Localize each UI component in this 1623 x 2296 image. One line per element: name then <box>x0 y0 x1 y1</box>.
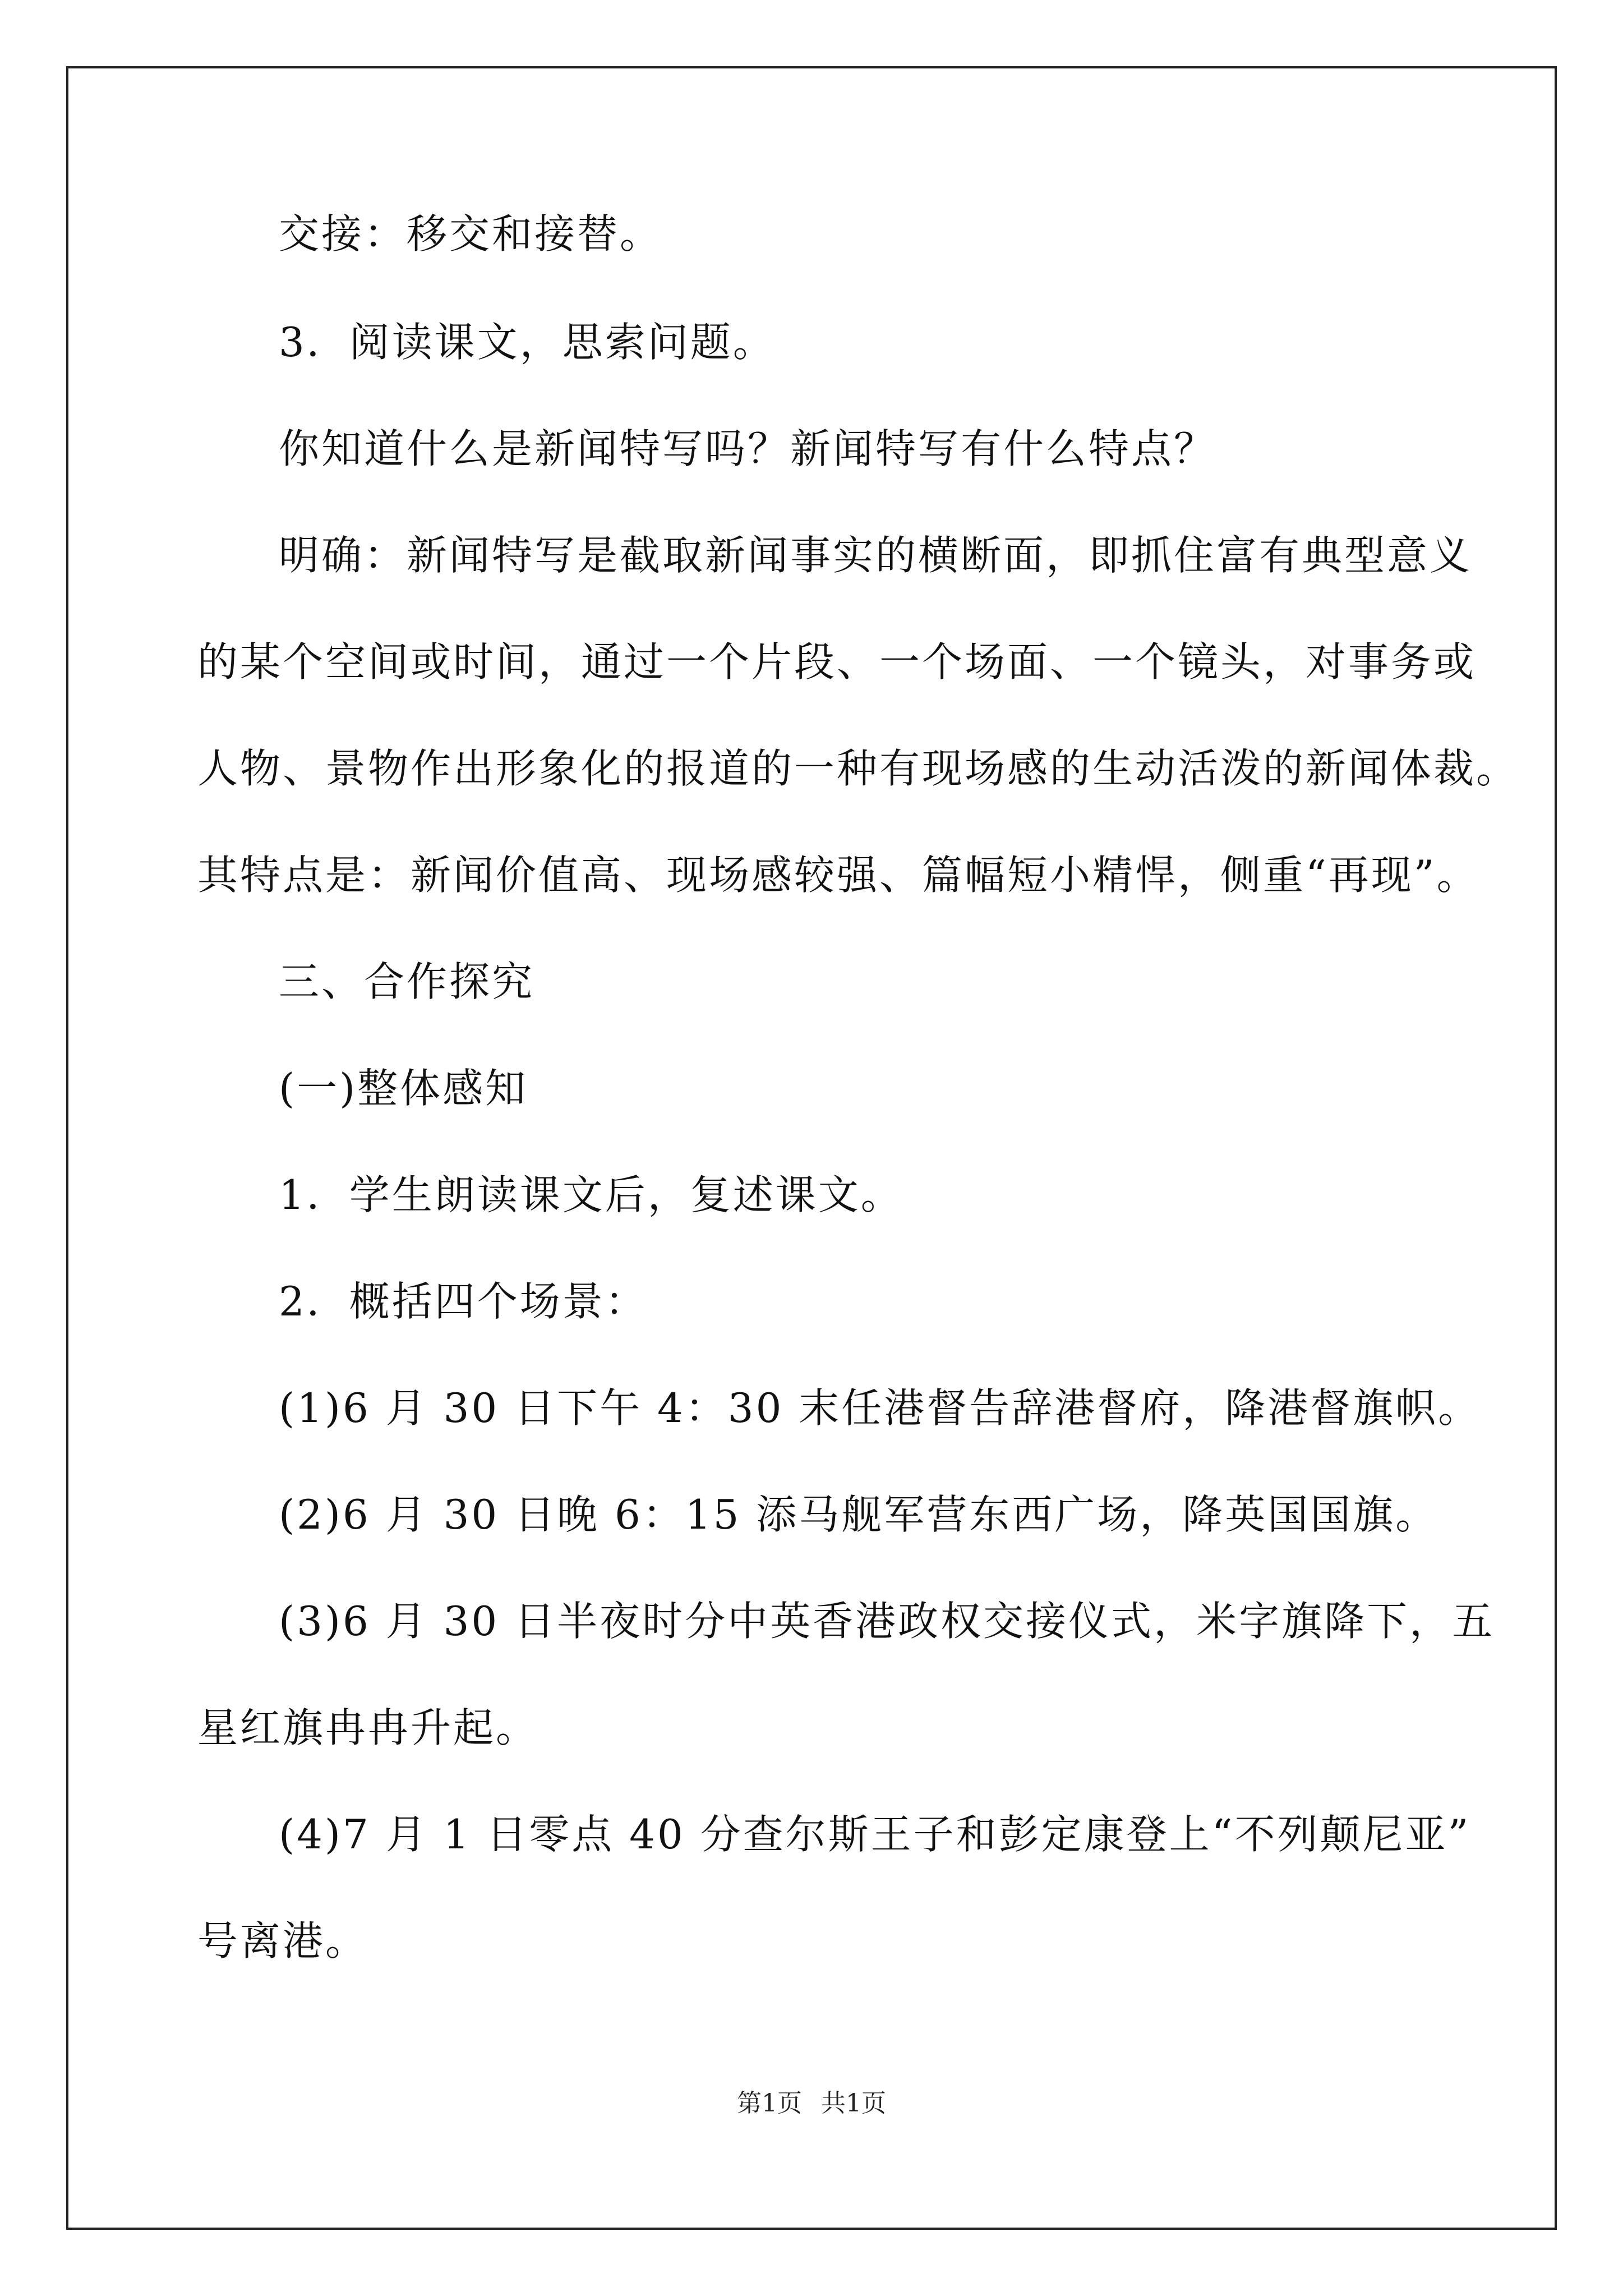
scene-4-line-2: 号离港。 <box>197 1917 368 1964</box>
page-total: 共1页 <box>821 2089 886 2118</box>
scene-3-line-1: (3)6 月 30 日半夜时分中英香港政权交接仪式，米字旗降下，五 <box>279 1598 1495 1645</box>
page-footer <box>0 2088 1623 2119</box>
subsection-heading: (一)整体感知 <box>279 1065 528 1112</box>
scene-4-line-1: (4)7 月 1 日零点 40 分查尔斯王子和彭定康登上“不列颠尼亚” <box>279 1811 1471 1858</box>
paragraph-line-6: 人物、景物作出形象化的报道的一种有现场感的生动活泼的新闻体裁。 <box>197 745 1519 792</box>
paragraph-line-7: 其特点是：新闻价值高、现场感较强、篇幅短小精悍，侧重“再现”。 <box>197 852 1479 899</box>
scene-2-line: (2)6 月 30 日晚 6：15 添马舰军营东西广场，降英国国旗。 <box>279 1491 1438 1538</box>
paragraph-line-5: 的某个空间或时间，通过一个片段、一个场面、一个镜头，对事务或 <box>197 638 1477 685</box>
page-border <box>66 66 1557 2230</box>
paragraph-line-11: 2．概括四个场景： <box>279 1278 648 1325</box>
page-number: 第1页 <box>737 2089 802 2118</box>
scene-3-line-2: 星红旗冉冉升起。 <box>197 1704 539 1751</box>
paragraph-line-1: 交接：移交和接替。 <box>279 210 663 257</box>
paragraph-line-4: 明确：新闻特写是截取新闻事实的横断面，即抓住富有典型意义 <box>279 532 1473 579</box>
paragraph-line-3: 你知道什么是新闻特写吗？新闻特写有什么特点？ <box>279 425 1217 472</box>
paragraph-line-10: 1．学生朗读课文后，复述课文。 <box>279 1171 903 1218</box>
paragraph-line-2: 3．阅读课文，思索问题。 <box>279 319 776 366</box>
section-heading: 三、合作探究 <box>279 958 535 1005</box>
scene-1-line: (1)6 月 30 日下午 4：30 末任港督告辞港督府，降港督旗帜。 <box>279 1384 1481 1432</box>
